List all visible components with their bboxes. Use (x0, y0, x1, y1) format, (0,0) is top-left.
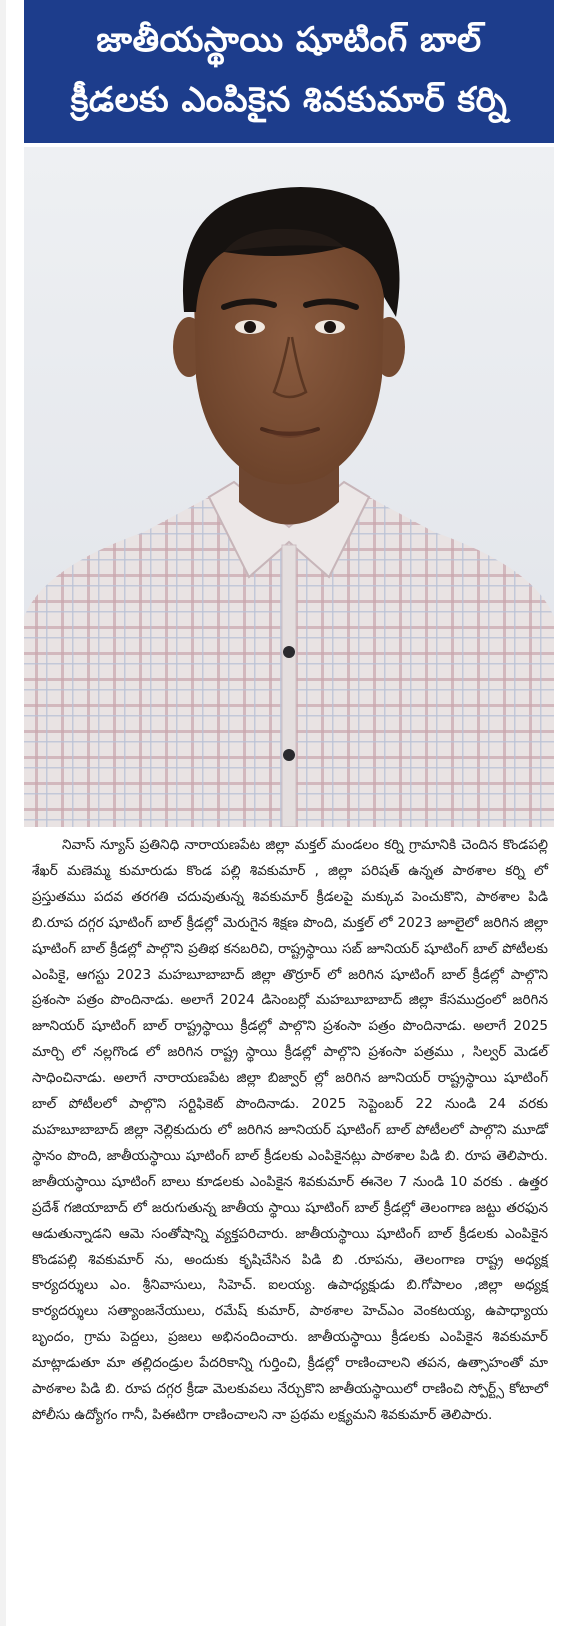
page-edge (0, 0, 6, 1626)
headline-line-2: క్రీడలకు ఎంపికైన శివకుమార్ కర్ని (70, 80, 508, 120)
headline-line-1: జాతీయస్థాయి షూటింగ్ బాల్ (96, 20, 482, 60)
article-body: నివాస్ న్యూస్ ప్రతినిధి నారాయణపేట జిల్లా మక్తల్ మండలం కర్ని గ్రామానికి చెందిన కొండపల్లి శేఖర్ మణెమ్మ కుమారుడు కొండ పల్లి శివకుమార్ , జిల్లా పరిషత్ ఉన్నత పాఠశాల కర్ని లో ప్రస్తుతము పదవ తరగతి చదువుతున్న శివకుమార్ క్రీడలపై మక్కువ పెంచుకొని, పాఠశాల పిడి బి.రూప దగ్గర షూటింగ్ బాల్ క్రీడల్లో మెరుగైన శిక్షణ పొంది, మక్తల్ లో 2023 జూలైలో జరిగిన జిల్లా షూటింగ్ బాల్ క్రీడల్లో పాల్గొని ప్రతిభ కనబరిచి, రాష్ట్రస్థాయి సబ్ జూనియర్ షూటింగ్ బాల్ పోటీలకు ఎంపికై, ఆగస్టు 2023 మహబూబాబాద్ జిల్లా తొర్రూర్ లో జరిగిన షూటింగ్ బాల్ క్రీడల్లో పాల్గొని ప్రశంసా పత్రం పొందినాడు. అలాగే 2024 డిసెంబర్లో మహబూబాబాద్ జిల్లా కేసముద్రంలో జరిగిన జూనియర్ షూటింగ్ బాల్ రాష్ట్రస్థాయి క్రీడల్లో పాల్గొని ప్రశంసా పత్రం పొందినాడు. అలాగే 2025 మార్చి లో నల్లగొండ లో జరిగిన రాష్ట్ర స్థాయి క్రీడల్లో పాల్గొని ప్రశంసా పత్రము , సిల్వర్ మెడల్ సాధించినాడు. అలాగే నారాయణపేట జిల్లా బిజ్వార్ ల్లో జరిగిన జూనియర్ రాష్ట్రస్థాయి షూటింగ్ బాల్ పోటీలలో పాల్గొని సర్టిఫికెట్ పొందినాడు. 2025 సెప్టెంబర్ 22 నుండి 24 వరకు మహబూబాబాద్ జిల్లా నెల్లికుదురు లో జరిగిన జూనియర్ షూటింగ్ బాల్ పోటీలలో పాల్గొని మూడో స్థానం పొంది, జాతీయస్థాయి షూటింగ్ బాల్ క్రీడలకు ఎంపికైనట్లు పాఠశాల పిడి బి. రూప తెలిపారు. జాతీయస్థాయి షూటింగ్ బాలు కూడలకు ఎంపికైన శివకుమార్ ఈనెల 7 నుండి 10 వరకు . ఉత్తర ప్రదేశ్ గజియాబాద్ లో జరుగుతున్న జాతీయ స్థాయి షూటింగ్ బాల్ క్రీడల్లో తెలంగాణ జట్టు తరఫున ఆడుతున్నాడని ఆమె సంతోషాన్ని వ్యక్తపరిచారు. జాతీయస్థాయి షూటింగ్ బాల్ క్రీడలకు ఎంపికైన కొండపల్లి శివకుమార్ ను, అందుకు కృషిచేసిన పిడి బి .రూపను, తెలంగాణ రాష్ట్ర అధ్యక్ష కార్యదర్శులు ఎం. శ్రీనివాసులు, సిహెచ్. ఐలయ్య. ఉపాధ్యక్షుడు బి.గోపాలం ,జిల్లా అధ్యక్ష కార్యదర్శులు సత్యాంజనేయులు, రమేష్ కుమార్, పాఠశాల హెచ్ఎం వెంకటయ్య, ఉపాధ్యాయ బృందం, గ్రామ పెద్దలు, ప్రజలు అభినందించారు. జాతీయస్థాయి క్రీడలకు ఎంపికైన శివకుమార్ మాట్లాడుతూ మా తల్లిదండ్రుల పేదరికాన్ని గుర్తించి, క్రీడల్లో రాణించాలని తపన, ఉత్సాహంతో మా పాఠశాల పిడి బి. రూప దగ్గర క్రీడా మెలకువలు నేర్చుకొని జాతీయస్థాయిలో రాణించి స్పోర్ట్స్ కోటాలో పోలీసు ఉద్యోగం గానీ, పిఈటిగా రాణించాలని నా ప్రథమ లక్ష్యమని శివకుమార్ తెలిపారు. (32, 837, 548, 1423)
headline-banner (24, 0, 554, 143)
student-photo (24, 147, 554, 827)
